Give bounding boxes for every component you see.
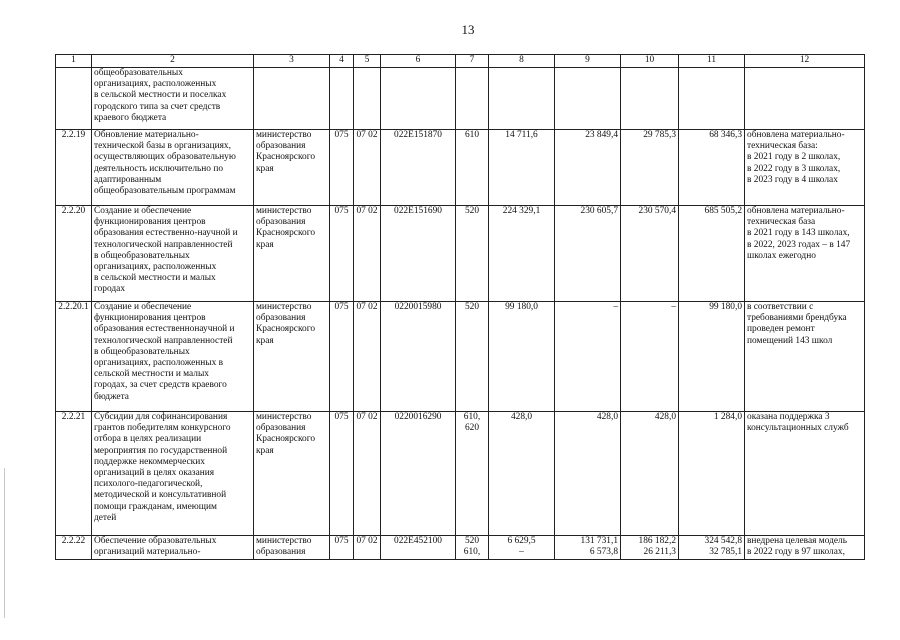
column-header-1: 1 [56,55,92,68]
expected-result-cell [745,68,865,130]
scan-margin-mark [4,468,5,618]
activity-name-cell-line: Создание и обеспечение [94,302,192,312]
amount-2022-cell-line: 23 849,4 [585,130,618,140]
activity-name-cell-line: в общеобразовательных [94,250,190,261]
amount-2023-cell [621,302,679,412]
responsible-body-cell [254,206,330,302]
code-rzpr-cell: 07 02 [354,130,381,206]
column-header-8: 8 [489,55,555,68]
activity-name-cell-line: помощи гражданам, имеющим [94,501,217,512]
amount-2023-cell [621,68,679,130]
activity-name-cell-line: методической и консультативной [94,490,227,501]
amount-total-cell-line: 68 346,3 [709,130,742,140]
code-csr-cell: 022E452100 [381,536,456,560]
amount-total-cell [679,68,745,130]
activity-name-cell-line: организаций в целях оказания [94,468,215,479]
activity-name-cell-line: общеобразовательным программам [94,186,236,197]
activity-name-cell-line: в сельской местности и поселках [94,90,227,101]
code-vr-cell-line: 610, [463,547,481,558]
amount-2021-cell [489,206,555,302]
code-vr-cell-line: 610 [464,130,480,140]
amount-2022-cell [555,536,621,560]
code-grbs-cell: 075 [330,302,354,412]
expected-result-cell-line: техническая база [747,217,816,228]
activity-name-cell-line: организаций материально- [94,547,201,558]
amount-2022-cell [555,302,621,412]
code-grbs-cell [330,68,354,130]
amount-2022-cell-line: 428,0 [596,412,618,422]
amount-total-cell-line: 685 505,2 [704,206,742,216]
amount-total-cell [679,302,745,412]
activity-name-cell-line: бюджета [94,391,129,402]
responsible-body-cell [254,302,330,412]
activity-name-cell-line: городах, за счет средств краевого [94,380,227,391]
responsible-body-cell-line: края [256,163,274,174]
amount-2023-cell-line: 428,0 [654,412,676,422]
amount-2021-cell-line: 14 711,6 [505,130,538,140]
row-number-cell [56,68,92,130]
amount-2021-cell-line: 224 329,1 [502,206,541,216]
responsible-body-cell-line: края [256,239,274,250]
code-vr-cell-line: 520 [464,302,480,312]
page-number: 13 [461,22,475,37]
responsible-body-cell-line: министерство [256,302,312,312]
code-vr-cell [456,206,489,302]
activity-name-cell-line: в общеобразовательных [94,346,190,357]
activity-name-cell-line: деятельность исключительно по [94,163,224,174]
responsible-body-cell-line: министерство [256,536,312,546]
code-rzpr-cell: 07 02 [354,412,381,536]
table-row [56,536,865,560]
code-vr-cell [456,130,489,206]
expected-result-cell-line: в соответствии с [747,302,814,312]
code-csr-cell: 0220015980 [381,302,456,412]
amount-2023-cell [621,412,679,536]
amount-2021-cell [489,68,555,130]
expected-result-cell-line: требованиями брендбука [747,313,847,324]
amount-2022-cell-line: 131 731,1 [580,536,618,546]
expected-result-cell [745,130,865,206]
amount-2021-cell-line: 99 180,0 [505,302,538,312]
column-header-2: 2 [92,55,254,68]
code-vr-cell [456,302,489,412]
activity-name-cell-line: городах [94,284,126,295]
responsible-body-cell-line: Красноярского [256,434,316,445]
code-rzpr-cell: 07 02 [354,206,381,302]
responsible-body-cell-line: образования [256,313,306,324]
responsible-body-cell [254,130,330,206]
amount-total-cell [679,206,745,302]
expected-result-cell-line: помещений 143 школ [747,335,833,346]
activity-name-cell-line: образования естественнонаучной и [94,324,235,335]
responsible-body-cell-line: края [256,445,274,456]
activity-name-cell-line: технической базы в организациях, [94,141,231,152]
table-row [56,130,865,206]
activity-name-cell [92,206,254,302]
amount-total-cell-line: 1 284,0 [713,412,742,422]
amount-2021-cell [489,412,555,536]
activity-name-cell [92,536,254,560]
expected-result-cell [745,206,865,302]
amount-2021-cell-line: 428,0 [510,412,533,422]
column-header-5: 5 [354,55,381,68]
responsible-body-cell-line: министерство [256,412,312,422]
expected-result-cell-line: в 2022, 2023 годах – в 147 [747,239,851,250]
code-csr-cell: 022E151870 [381,130,456,206]
amount-2022-cell [555,130,621,206]
column-header-4: 4 [330,55,354,68]
amount-2023-cell-line: 186 182,2 [638,536,676,546]
amount-2023-cell [621,206,679,302]
amount-2021-cell-line: – [519,547,524,558]
activity-name-cell-line: сельской местности и малых [94,369,209,380]
amount-2022-cell [555,412,621,536]
amount-2022-cell-line: – [613,302,618,312]
amount-2022-cell-line: 230 605,7 [580,206,618,216]
activity-name-cell-line: отбора в целях реализации [94,434,202,445]
code-grbs-cell: 075 [330,130,354,206]
column-header-3: 3 [254,55,330,68]
expected-result-cell [745,302,865,412]
amount-2022-cell [555,68,621,130]
expected-result-cell-line: в 2021 году в 143 школах, [747,228,850,239]
expected-result-cell-line: школах ежегодно [747,250,816,261]
responsible-body-cell-line: Красноярского [256,228,316,239]
responsible-body-cell-line: образования [256,423,306,434]
responsible-body-cell [254,68,330,130]
activity-name-cell-line: Субсидии для софинансирования [94,412,228,422]
column-header-10: 10 [621,55,679,68]
column-header-7: 7 [456,55,489,68]
amount-total-cell-line: 324 542,8 [704,536,742,546]
amount-2021-cell [489,536,555,560]
responsible-body-cell-line: Красноярского [256,324,316,335]
expected-result-cell-line: проведен ремонт [747,324,815,335]
responsible-body-cell-line: министерство [256,206,312,216]
code-rzpr-cell: 07 02 [354,302,381,412]
activity-name-cell [92,130,254,206]
column-header-6: 6 [381,55,456,68]
amount-2021-cell [489,130,555,206]
amount-total-cell [679,536,745,560]
expected-result-cell-line: техническая база: [747,141,818,152]
responsible-body-cell-line: края [256,335,274,346]
program-activities-table [55,54,865,560]
expected-result-cell-line: в 2023 году в 4 школах [747,174,838,185]
activity-name-cell-line: организациях, расположенных в [94,358,224,369]
responsible-body-cell [254,536,330,560]
code-rzpr-cell: 07 02 [354,536,381,560]
table-row [56,206,865,302]
expected-result-cell-line: оказана поддержка 3 [747,412,830,422]
row-number-cell: 2.2.20.1 [56,302,92,412]
code-rzpr-cell [354,68,381,130]
activity-name-cell-line: в сельской местности и малых [94,273,216,284]
amount-2023-cell-line: – [671,302,676,312]
amount-2021-cell [489,302,555,412]
activity-name-cell-line: Обновление материально- [94,130,199,140]
responsible-body-cell-line: Красноярского [256,152,316,163]
expected-result-cell-line: внедрена целевая модель [747,536,847,546]
code-grbs-cell: 075 [330,412,354,536]
column-header-11: 11 [679,55,745,68]
amount-total-cell-line: 99 180,0 [709,302,742,312]
amount-2022-cell-line: 6 573,8 [589,547,618,558]
activity-name-cell-line: образования естественно-научной и [94,228,238,239]
activity-name-cell-line: функционирования центров [94,313,206,324]
code-csr-cell: 022E151690 [381,206,456,302]
responsible-body-cell-line: образования [256,547,306,558]
code-csr-cell [381,68,456,130]
amount-2022-cell [555,206,621,302]
amount-2021-cell-line: 6 629,5 [507,536,536,546]
activity-name-cell-line: детей [94,512,117,523]
amount-2023-cell-line: 26 211,3 [643,547,676,558]
activity-name-cell-line: городского типа за счет средств [94,101,221,112]
responsible-body-cell-line: образования [256,217,306,228]
expected-result-cell-line: в 2022 году в 3 школах, [747,163,841,174]
code-vr-cell-line: 520 [464,206,480,216]
code-grbs-cell: 075 [330,206,354,302]
column-header-12: 12 [745,55,865,68]
row-number-cell: 2.2.19 [56,130,92,206]
row-number-cell: 2.2.22 [56,536,92,560]
responsible-body-cell [254,412,330,536]
responsible-body-cell-line: министерство [256,130,312,140]
code-vr-cell [456,68,489,130]
responsible-body-cell-line: образования [256,141,306,152]
code-vr-cell [456,412,489,536]
code-vr-cell [456,536,489,560]
activity-name-cell-line: мероприятия по государственной [94,445,228,456]
activity-name-cell-line: организациях, расположенных [94,262,217,273]
activity-name-cell-line: осуществляющих образовательную [94,152,236,163]
code-grbs-cell: 075 [330,536,354,560]
amount-2023-cell-line: 230 570,4 [638,206,676,216]
activity-name-cell-line: технологической направленностей [94,239,233,250]
activity-name-cell-line: Создание и обеспечение [94,206,192,216]
row-number-cell: 2.2.21 [56,412,92,536]
amount-2023-cell [621,536,679,560]
expected-result-cell-line: обновлена материально- [747,206,845,216]
activity-name-cell-line: технологической направленностей [94,335,233,346]
expected-result-cell [745,412,865,536]
code-csr-cell: 0220016290 [381,412,456,536]
amount-total-cell [679,130,745,206]
amount-total-cell [679,412,745,536]
activity-name-cell-line: поддержке некоммерческих [94,456,205,467]
activity-name-cell [92,68,254,130]
activity-name-cell-line: организациях, расположенных [94,79,217,90]
table-header-row [56,55,865,68]
activity-name-cell [92,412,254,536]
table-row [56,412,865,536]
activity-name-cell-line: функционирования центров [94,217,206,228]
activity-name-cell-line: Обеспечение образовательных [94,536,217,546]
code-vr-cell-line: 620 [464,423,480,434]
table-row [56,302,865,412]
activity-name-cell [92,302,254,412]
expected-result-cell-line: консультационных служб [747,423,849,434]
activity-name-cell-line: психолого-педагогической, [94,479,203,490]
expected-result-cell [745,536,865,560]
row-number-cell: 2.2.20 [56,206,92,302]
expected-result-cell-line: в 2022 году в 97 школах, [747,547,845,558]
code-vr-cell-line: 610, [463,412,481,422]
activity-name-cell-line: краевого бюджета [94,112,167,123]
expected-result-cell-line: обновлена материально- [747,130,845,140]
column-header-9: 9 [555,55,621,68]
activity-name-cell-line: адаптированным [94,174,162,185]
expected-result-cell-line: в 2021 году в 2 школах, [747,152,841,163]
amount-2023-cell [621,130,679,206]
amount-total-cell-line: 32 785,1 [709,547,742,558]
activity-name-cell-line: общеобразовательных [94,68,183,78]
code-vr-cell-line: 520 [464,536,480,546]
activity-name-cell-line: грантов победителям конкурсного [94,423,231,434]
table-row [56,68,865,130]
amount-2023-cell-line: 29 785,3 [643,130,676,140]
